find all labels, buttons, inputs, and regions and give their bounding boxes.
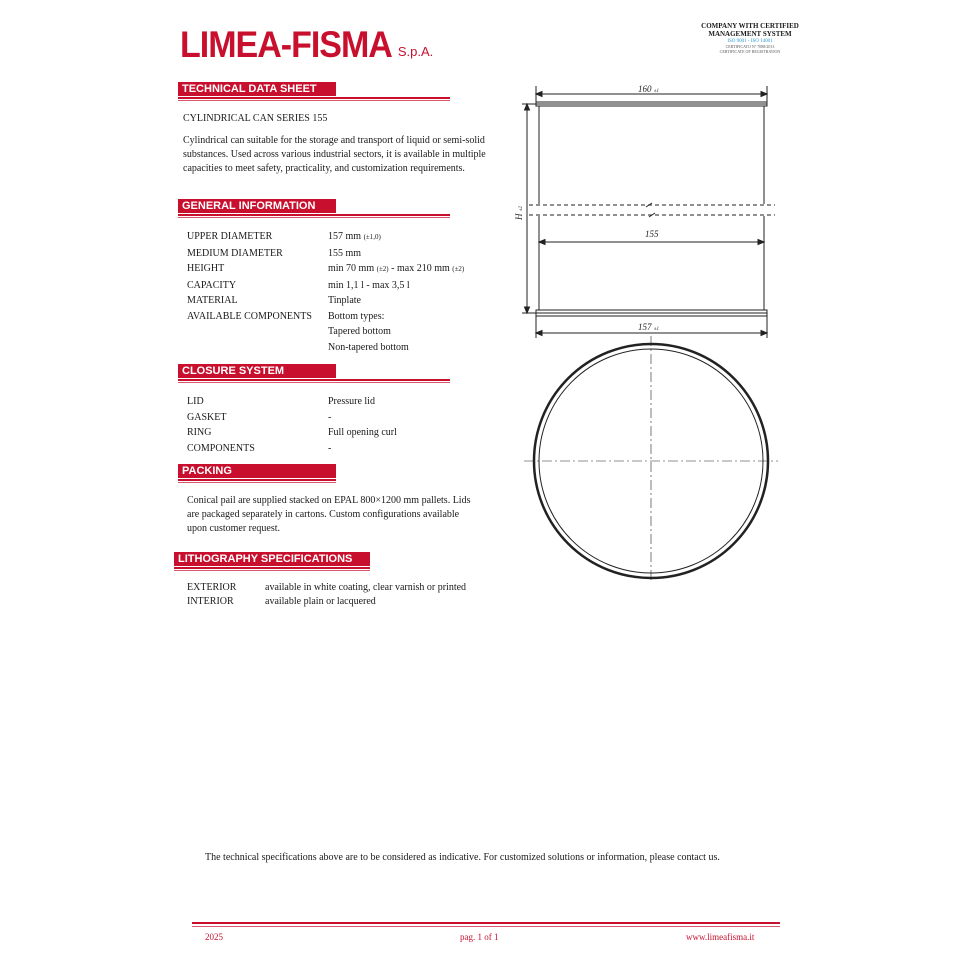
row-value: Full opening curl: [328, 427, 397, 438]
footer-rule: [192, 922, 780, 924]
dim-mid-label: 155: [645, 229, 659, 239]
lithography-table: [187, 581, 466, 609]
section-heading: CLOSURE SYSTEM: [178, 364, 336, 378]
dim-top-label: 160 ±1: [638, 84, 659, 94]
section-heading: LITHOGRAPHY SPECIFICATIONS: [174, 552, 370, 566]
row-value: 155 mm: [328, 247, 362, 259]
can-top-view: [524, 336, 778, 580]
section-packing: [178, 464, 336, 478]
table-row: [187, 441, 397, 457]
row-label: RING: [187, 427, 212, 438]
can-side-view: [529, 102, 775, 316]
table-row: [187, 278, 464, 294]
row-label: MEDIUM DIAMETER: [187, 247, 283, 259]
dimension-height: [522, 104, 536, 313]
can-technical-drawing: [500, 80, 790, 580]
dim-height-label: H ±2: [514, 206, 524, 220]
company-logo: [180, 26, 433, 65]
section-heading: PACKING: [178, 464, 336, 478]
dim-bottom-label: 157 ±1: [638, 322, 659, 332]
cert-registration: CERTIFICATE OF REGISTRATION: [719, 49, 781, 54]
row-value: Bottom types:: [328, 310, 385, 322]
row-label: MATERIAL: [187, 295, 238, 306]
table-row: [187, 595, 466, 609]
row-value: available plain or lacquered: [265, 596, 376, 607]
footer-rule-thin: [192, 926, 780, 927]
row-value: min 70 mm (±2) - max 210 mm (±2): [328, 263, 465, 274]
general-info-table: [187, 229, 464, 355]
section-closure-system: [178, 364, 450, 378]
cert-number: CERTIFICATO N° 7088/2013: [725, 44, 775, 49]
product-name: CYLINDRICAL CAN SERIES 155: [183, 113, 328, 124]
table-row: [187, 309, 464, 325]
row-label: [187, 324, 328, 340]
row-value: min 1,1 l - max 3,5 l: [328, 279, 410, 291]
certification-badge: [698, 22, 802, 54]
row-label: UPPER DIAMETER: [187, 231, 273, 242]
row-value: Tinplate: [328, 295, 361, 306]
row-label: EXTERIOR: [187, 582, 237, 593]
row-label: INTERIOR: [187, 596, 234, 607]
packing-text: Conical pail are supplied stacked on EPAL 800×1200 mm pallets. Lids are packaged separately in cartons. Custom configurations available upon customer request.: [187, 495, 471, 534]
disclaimer-note: The technical specifications above are to be considered as indicative. For customized solutions or information, please contact us.: [205, 852, 720, 863]
product-description: Cylindrical can suitable for the storage and transport of liquid or semi-solid substances. Used across various industrial sectors, it is available in multiple capacities to meet safety, practicality, and customization requirements.: [183, 135, 486, 174]
row-label: COMPONENTS: [187, 442, 255, 454]
table-row: [187, 229, 464, 246]
row-value: available in white coating, clear varnish or printed: [265, 582, 467, 593]
table-row: [187, 394, 397, 410]
closure-table: [187, 394, 397, 456]
table-row: [187, 246, 464, 262]
row-value: Tapered bottom: [328, 326, 391, 337]
section-heading: TECHNICAL DATA SHEET: [178, 82, 336, 96]
row-value: 157 mm (±1,0): [328, 231, 381, 242]
table-row: [187, 581, 466, 595]
table-row: [187, 410, 397, 426]
row-label: [187, 340, 328, 356]
section-lithography: [174, 552, 370, 566]
section-general-information: [178, 199, 450, 213]
table-row: [187, 261, 464, 278]
cert-title: COMPANY WITH CERTIFIED MANAGEMENT SYSTEM: [701, 22, 799, 38]
footer-website-link[interactable]: www.limeafisma.it: [686, 932, 755, 942]
row-label: GASKET: [187, 411, 227, 423]
cert-standards: ISO 9001 - ISO 14001: [727, 39, 773, 44]
row-label: LID: [187, 396, 204, 407]
row-label: HEIGHT: [187, 263, 225, 274]
row-value: -: [328, 411, 332, 423]
table-row: [187, 425, 397, 441]
table-row: [187, 293, 464, 309]
table-row: [187, 324, 464, 340]
section-technical-data: [178, 82, 450, 96]
row-label: AVAILABLE COMPONENTS: [187, 310, 312, 322]
dimension-medium-diameter: [539, 240, 764, 245]
footer-year: 2025: [205, 932, 223, 942]
table-row: [187, 340, 464, 356]
row-label: CAPACITY: [187, 279, 237, 291]
row-value: Pressure lid: [328, 396, 375, 407]
row-value: -: [328, 442, 332, 454]
section-heading: GENERAL INFORMATION: [178, 199, 336, 213]
logo-main-text: LIMEA-FISMA: [180, 24, 392, 66]
footer-page-number: pag. 1 of 1: [460, 932, 499, 942]
logo-sub-text: S.p.A.: [397, 44, 434, 59]
row-value: Non-tapered bottom: [328, 341, 409, 353]
